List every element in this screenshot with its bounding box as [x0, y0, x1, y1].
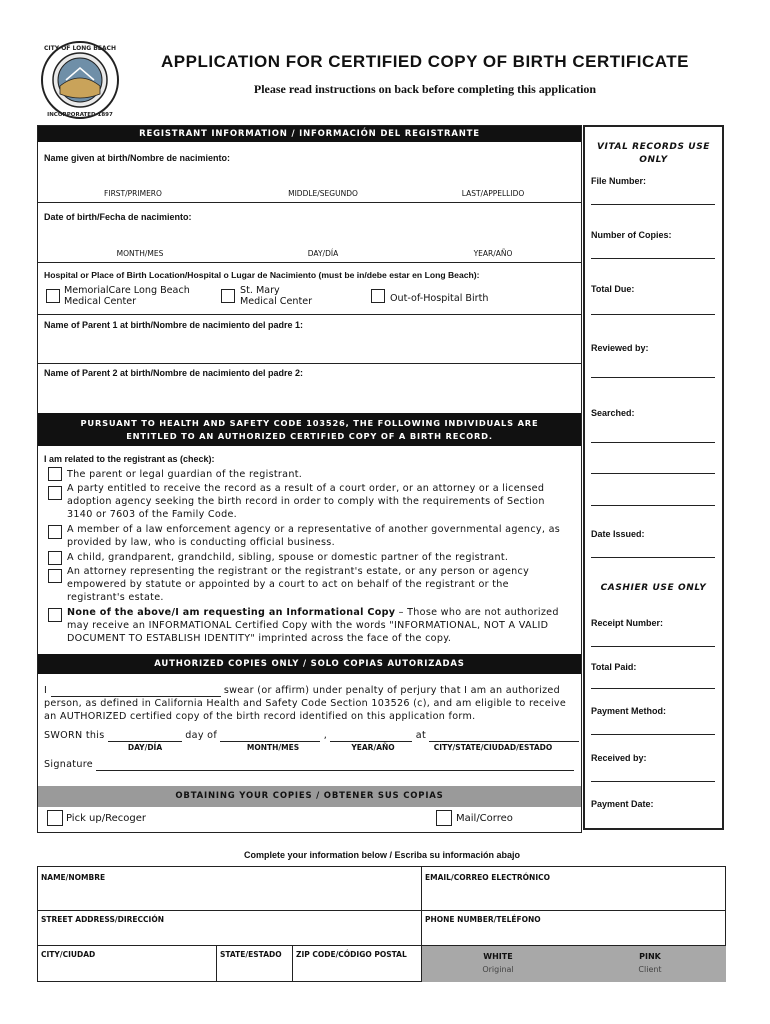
dob-label: Date of birth/Fecha de nacimiento:: [44, 212, 192, 222]
signature-field[interactable]: [96, 770, 574, 771]
phone-field[interactable]: [425, 925, 721, 943]
contact-info-grid: [37, 866, 726, 982]
mail-checkbox[interactable]: [436, 810, 452, 826]
email-label: EMAIL/CORREO ELECTRÓNICO: [425, 873, 550, 882]
phone-label: PHONE NUMBER/TELÉFONO: [425, 915, 541, 924]
received-label: Received by:: [591, 753, 647, 763]
relation-attorney-text: An attorney representing the registrant or the registrant's estate, or any person or agency empowered by statute or appointed by a court to act on behalf of the registrant or the registrant's estate.: [67, 566, 530, 604]
reviewed-field[interactable]: [591, 377, 715, 378]
form-subtitle: Please read instructions on back before completing this application: [253, 82, 597, 96]
sworn-line: SWORN this day of , at: [44, 729, 579, 742]
hospital-memorialcare-label: MemorialCare Long Beach Medical Center: [64, 285, 190, 307]
sworn-year-sublabel: YEAR/AÑO: [351, 743, 395, 752]
receipt-field[interactable]: [591, 646, 715, 647]
sworn-month-sublabel: MONTH/MES: [246, 743, 300, 752]
form-title: APPLICATION FOR CERTIFIED COPY OF BIRTH CERTIFICATE: [161, 52, 689, 71]
out-of-hospital-checkbox[interactable]: [371, 289, 385, 303]
svg-text:CITY OF LONG BEACH: CITY OF LONG BEACH: [44, 45, 116, 52]
pink-copy-label: PINK: [639, 952, 661, 961]
out-of-hospital-label: Out-of-Hospital Birth: [390, 293, 489, 304]
relation-law-enforcement-checkbox[interactable]: [48, 525, 62, 539]
hospital-stmary-label: St. Mary Medical Center: [240, 285, 313, 307]
file-number-field[interactable]: [591, 204, 715, 205]
vital-records-panel: [583, 125, 724, 830]
pickup-checkbox[interactable]: [47, 810, 63, 826]
name-label: NAME/NOMBRE: [41, 873, 106, 882]
zip-label: ZIP CODE/CÓDIGO POSTAL: [296, 950, 407, 959]
relation-informational-checkbox[interactable]: [48, 608, 62, 622]
relation-court-order-text: A party entitled to receive the record as a result of a court order, or an attorney or a licensed adoption agency seeking the birth record in order to comply with the requirements of Section 3140 or 7603 of the Family Code.: [67, 483, 545, 521]
relation-family-text: A child, grandparent, grandchild, sibling, spouse or domestic partner of the registrant.: [67, 552, 509, 563]
copies-field[interactable]: [591, 258, 715, 259]
total-due-label: Total Due:: [591, 284, 635, 294]
relation-attorney-checkbox[interactable]: [48, 569, 62, 583]
total-due-field[interactable]: [591, 314, 715, 315]
received-field[interactable]: [591, 781, 715, 782]
parent1-field[interactable]: [44, 334, 576, 360]
month-sublabel: MONTH/MES: [116, 249, 164, 258]
dob-field[interactable]: [44, 225, 576, 245]
related-label: I am related to the registrant as (check):: [44, 454, 215, 464]
searched-field-1[interactable]: [591, 442, 715, 443]
parent2-field[interactable]: [44, 382, 576, 408]
parent2-label: Name of Parent 2 at birth/Nombre de nacimiento del padre 2:: [44, 368, 304, 378]
registrant-section-header: REGISTRANT INFORMATION / INFORMACIÓN DEL REGISTRANTE: [38, 126, 581, 142]
hospital-stmary-checkbox[interactable]: [221, 289, 235, 303]
authorized-section-header: AUTHORIZED COPIES ONLY / SOLO COPIAS AUTORIZADAS: [38, 654, 581, 674]
total-paid-field[interactable]: [591, 688, 715, 689]
cashier-heading: CASHIER USE ONLY: [600, 583, 707, 593]
name-at-birth-label: Name given at birth/Nombre de nacimiento:: [44, 153, 231, 163]
reviewed-label: Reviewed by:: [591, 343, 649, 353]
email-field[interactable]: [425, 885, 721, 907]
day-sublabel: DAY/DÍA: [307, 249, 339, 258]
street-field[interactable]: [41, 925, 417, 943]
total-paid-label: Total Paid:: [591, 662, 637, 672]
payment-date-label: Payment Date:: [591, 799, 654, 809]
searched-field-2[interactable]: [591, 473, 715, 474]
relation-law-enforcement-text: A member of a law enforcement agency or a representative of another governmental agency, as provided by law, who is conducting official business.: [67, 524, 561, 549]
searched-field-3[interactable]: [591, 505, 715, 506]
city-seal-logo: [40, 40, 120, 120]
sworn-day-sublabel: DAY/DÍA: [127, 743, 163, 752]
payment-method-label: Payment Method:: [591, 706, 667, 716]
pickup-label: Pick up/Recoger: [66, 813, 146, 824]
payment-method-field[interactable]: [591, 734, 715, 735]
sworn-city-sublabel: CITY/STATE/CIUDAD/ESTADO: [433, 743, 553, 752]
relation-informational-text: None of the above/I am requesting an Informational Copy – Those who are not authorized may receive an INFORMATIONAL Certified Copy with the words "INFORMATIONAL, NOT A VALID DOCUMENT TO ESTABLISH IDENTITY" imprinted across the face of the copy.: [67, 607, 559, 645]
vital-records-heading: VITAL RECORDS USE ONLY: [596, 142, 711, 165]
contact-heading: Complete your information below / Escriba su información abajo: [243, 850, 521, 860]
affirm-statement: I swear (or affirm) under penalty of perjury that I am an authorized person, as defined in California Health and Safety Code Section 103526 (c), and am eligible to receive an AUTHORIZED certified copy of the birth record identified on this application form.: [44, 685, 567, 723]
registrant-form: [37, 125, 582, 833]
street-label: STREET ADDRESS/DIRECCIÓN: [41, 915, 164, 924]
white-copy-label: WHITE: [483, 952, 513, 961]
pink-copy-sub: Client: [638, 965, 662, 974]
pursuant-section-header: PURSUANT TO HEALTH AND SAFETY CODE 103526, THE FOLLOWING INDIVIDUALS ARE ENTITLED TO AN AUTHORIZED CERTIFIED COPY OF A BIRTH RECORD.: [38, 413, 581, 446]
city-label: CITY/CIUDAD: [41, 950, 96, 959]
searched-label: Searched:: [591, 408, 635, 418]
hospital-memorialcare-checkbox[interactable]: [46, 289, 60, 303]
svg-text:INCORPORATED 1897: INCORPORATED 1897: [47, 112, 113, 118]
parent1-label: Name of Parent 1 at birth/Nombre de nacimiento del padre 1:: [44, 320, 304, 330]
name-field[interactable]: [41, 885, 417, 907]
middle-name-sublabel: MIDDLE/SEGUNDO: [288, 189, 358, 198]
file-number-label: File Number:: [591, 176, 647, 186]
obtaining-section-header: OBTAINING YOUR COPIES / OBTENER SUS COPIAS: [38, 786, 581, 807]
date-issued-label: Date Issued:: [591, 529, 645, 539]
white-copy-sub: Original: [482, 965, 514, 974]
relation-parent-checkbox[interactable]: [48, 467, 62, 481]
name-at-birth-field[interactable]: [44, 166, 576, 186]
copies-label: Number of Copies:: [591, 230, 672, 240]
last-name-sublabel: LAST/APPELLIDO: [461, 189, 525, 198]
date-issued-field[interactable]: [591, 557, 715, 558]
relation-parent-text: The parent or legal guardian of the registrant.: [67, 469, 303, 480]
first-name-sublabel: FIRST/PRIMERO: [104, 189, 162, 198]
year-sublabel: YEAR/AÑO: [473, 249, 513, 258]
relation-court-order-checkbox[interactable]: [48, 486, 62, 500]
signature-line: Signature: [44, 758, 574, 771]
relation-family-checkbox[interactable]: [48, 551, 62, 565]
state-label: STATE/ESTADO: [220, 950, 282, 959]
receipt-label: Receipt Number:: [591, 618, 664, 628]
hospital-label: Hospital or Place of Birth Location/Hospital o Lugar de Nacimiento (must be in/debe estar en Long Beach):: [44, 270, 480, 280]
mail-label: Mail/Correo: [456, 813, 513, 824]
copy-distribution-legend: [422, 946, 726, 982]
